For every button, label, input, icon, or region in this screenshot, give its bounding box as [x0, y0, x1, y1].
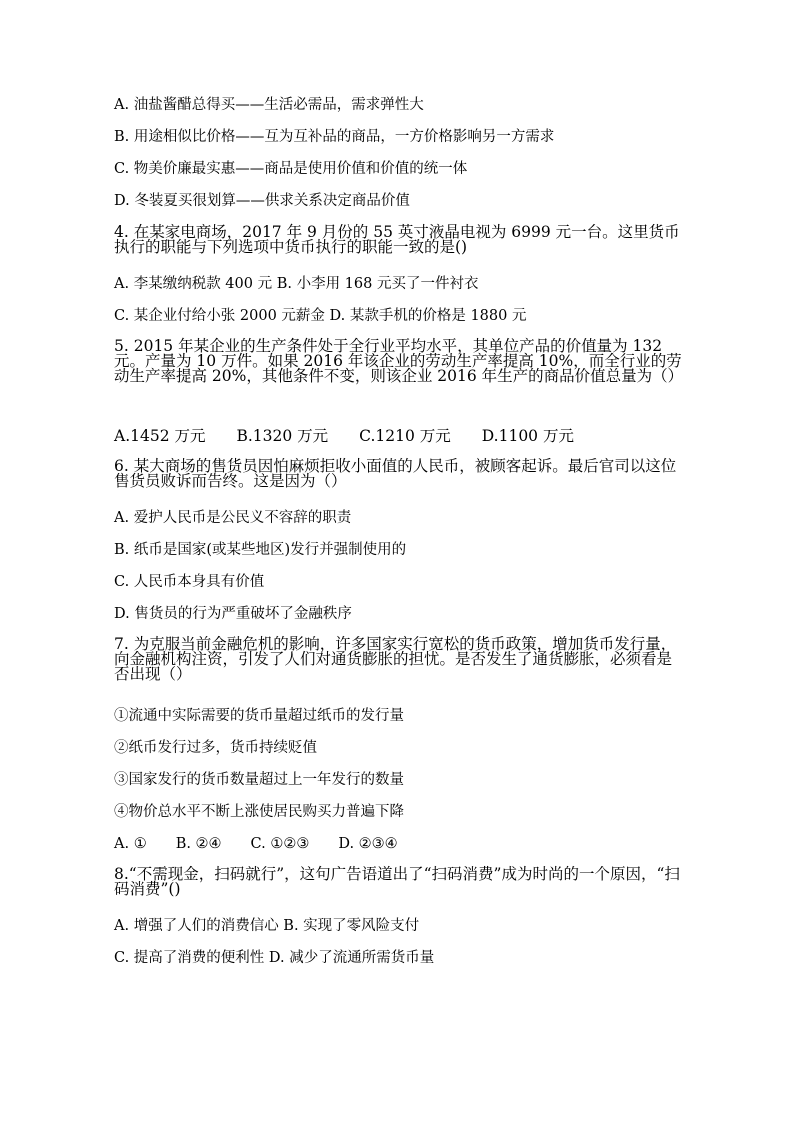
q5-stem: 5. 2015 年某企业的生产条件处于全行业平均水平，其单位产品的价值量为 132 元。产量为 10 万件。如果 2016 年该企业的劳动生产率提高 10%，而全行业的劳动生产率提高 20%，其他条件不变，则该企业 2016 年生产的商品价值总量为（） — [114, 337, 684, 385]
q7-statement-3: ③国家发行的货币数量超过上一年发行的数量 — [114, 772, 404, 788]
q3-option-b: B. 用途相似比价格——互为互补品的商品，一方价格影响另一方需求 — [114, 129, 555, 145]
q6-option-c: C. 人民币本身具有价值 — [114, 574, 265, 590]
q4-options-cd: C. 某企业付给小张 2000 元薪金 D. 某款手机的价格是 1880 元 — [114, 308, 527, 324]
q3-option-a: A. 油盐酱醋总得买——生活必需品，需求弹性大 — [114, 97, 424, 113]
q7-statement-2: ②纸币发行过多，货币持续贬值 — [114, 740, 317, 756]
q7-statement-1: ①流通中实际需要的货币量超过纸币的发行量 — [114, 708, 404, 724]
q8-stem: 8.“不需现金，扫码就行”，这句广告语道出了“扫码消费”成为时尚的一个原因，“扫码消费”() — [114, 865, 680, 898]
q6-stem: 6. 某大商场的售货员因怕麻烦拒收小面值的人民币，被顾客起诉。最后官司以这位售货员败诉而告终。这是因为（） — [114, 457, 677, 490]
q6-option-d: D. 售货员的行为严重破坏了金融秩序 — [114, 606, 352, 622]
q7-options: A. ① B. ②④ C. ①②③ D. ②③④ — [114, 836, 398, 852]
q7-stem: 7. 为克服当前金融危机的影响，许多国家实行宽松的货币政策，增加货币发行量，向金融机构注资，引发了人们对通货膨胀的担忧。是否发生了通货膨胀，必须看是否出现（） — [114, 635, 677, 683]
q3-option-c: C. 物美价廉最实惠——商品是使用价值和价值的统一体 — [114, 161, 468, 177]
q3-option-d: D. 冬装夏买很划算——供求关系决定商品价值 — [114, 193, 410, 209]
q8-options-ab: A. 增强了人们的消费信心 B. 实现了零风险支付 — [114, 918, 420, 934]
q8-options-cd: C. 提高了消费的便利性 D. 减少了流通所需货币量 — [114, 950, 435, 966]
q7-statement-4: ④物价总水平不断上涨使居民购买力普遍下降 — [114, 804, 404, 820]
q6-option-b: B. 纸币是国家(或某些地区)发行并强制使用的 — [114, 542, 407, 558]
q4-stem: 4. 在某家电商场，2017 年 9 月份的 55 英寸液晶电视为 6999 元一台。这里货币执行的职能与下列选项中货币执行的职能一致的是() — [114, 223, 680, 256]
q5-options: A.1452 万元 B.1320 万元 C.1210 万元 D.1100 万元 — [114, 427, 574, 445]
q6-option-a: A. 爱护人民币是公民义不容辞的职责 — [114, 510, 352, 526]
q4-options-ab: A. 李某缴纳税款 400 元 B. 小李用 168 元买了一件衬衣 — [114, 276, 479, 292]
